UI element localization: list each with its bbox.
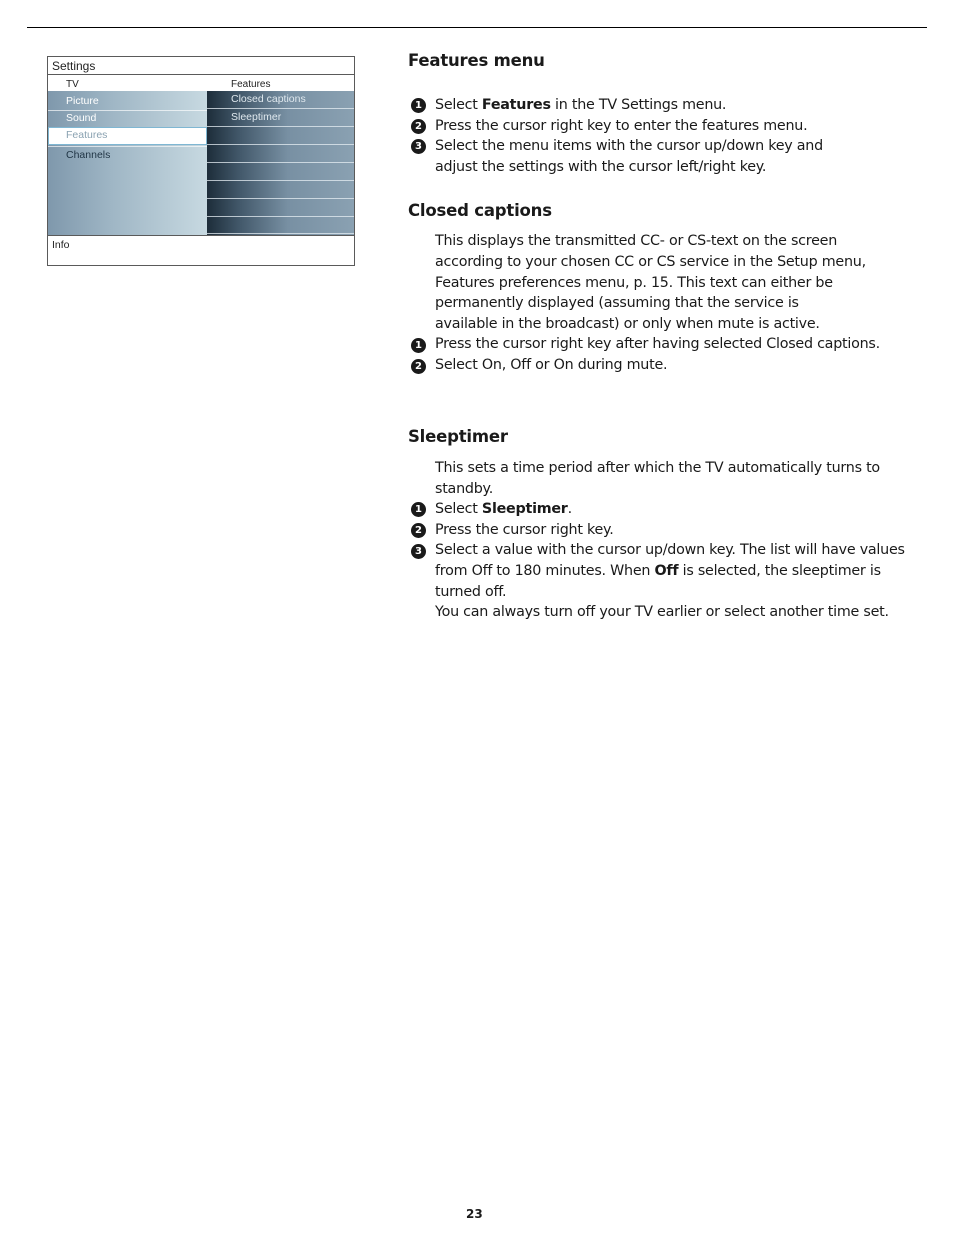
menu-divider bbox=[48, 110, 207, 111]
closed-captions-text-line: Features preferences menu, p. 15. This text can either be bbox=[435, 275, 833, 291]
heading-sleeptimer: Sleeptimer bbox=[408, 427, 508, 446]
step-number-badge: 1 bbox=[411, 338, 426, 353]
step-number-badge: 1 bbox=[411, 98, 426, 113]
closed-captions-text-line: This displays the transmitted CC- or CS-text on the screen bbox=[435, 233, 838, 249]
sleeptimer-step-3-line-3: turned off. bbox=[435, 584, 507, 600]
menu-title: Settings bbox=[52, 59, 96, 73]
heading-closed-captions: Closed captions bbox=[408, 201, 552, 220]
features-step-3-line-2: adjust the settings with the cursor left/right key. bbox=[435, 159, 767, 175]
closed-captions-step-1: Press the cursor right key after having selected Closed captions. bbox=[435, 336, 880, 352]
features-step-2: Press the cursor right key to enter the features menu. bbox=[435, 118, 808, 134]
submenu-divider bbox=[207, 108, 354, 109]
closed-captions-text-line: available in the broadcast) or only when mute is active. bbox=[435, 316, 820, 332]
menu-left-header: TV bbox=[66, 79, 79, 90]
features-step-1: Select Features in the TV Settings menu. bbox=[435, 97, 727, 113]
heading-features-menu: Features menu bbox=[408, 51, 545, 70]
menu-info-label: Info bbox=[52, 239, 70, 251]
submenu-divider bbox=[207, 198, 354, 199]
menu-divider bbox=[48, 146, 207, 147]
submenu-item-closed-captions[interactable]: Closed captions bbox=[231, 93, 306, 105]
step-number-badge: 2 bbox=[411, 119, 426, 134]
menu-item-channels[interactable]: Channels bbox=[66, 149, 111, 161]
submenu-divider bbox=[207, 216, 354, 217]
sleeptimer-step-3-line-2: from Off to 180 minutes. When Off is selected, the sleeptimer is bbox=[435, 563, 881, 579]
submenu-divider bbox=[207, 233, 354, 234]
submenu-item-sleeptimer[interactable]: Sleeptimer bbox=[231, 111, 282, 123]
closed-captions-step-2: Select On, Off or On during mute. bbox=[435, 357, 668, 373]
step-number-badge: 3 bbox=[411, 544, 426, 559]
menu-right-panel bbox=[207, 91, 354, 235]
closed-captions-text-line: according to your chosen CC or CS service in the Setup menu, bbox=[435, 254, 866, 270]
step-number-badge: 1 bbox=[411, 502, 426, 517]
step-number-badge: 3 bbox=[411, 139, 426, 154]
closed-captions-text-line: permanently displayed (assuming that the service is bbox=[435, 295, 799, 311]
features-step-3-line-1: Select the menu items with the cursor up/down key and bbox=[435, 138, 823, 154]
submenu-divider bbox=[207, 180, 354, 181]
menu-info-divider bbox=[48, 235, 354, 236]
sleeptimer-step-3-line-4: You can always turn off your TV earlier or select another time set. bbox=[435, 604, 889, 620]
menu-item-features-label: Features bbox=[66, 129, 108, 141]
sleeptimer-text-line: This sets a time period after which the TV automatically turns to bbox=[435, 460, 880, 476]
page-number: 23 bbox=[466, 1207, 483, 1221]
sleeptimer-step-3-line-1: Select a value with the cursor up/down key. The list will have values bbox=[435, 542, 905, 558]
top-rule bbox=[27, 27, 927, 28]
menu-item-sound[interactable]: Sound bbox=[66, 112, 97, 124]
step-number-badge: 2 bbox=[411, 359, 426, 374]
sleeptimer-step-2: Press the cursor right key. bbox=[435, 522, 614, 538]
submenu-divider bbox=[207, 126, 354, 127]
menu-item-picture[interactable]: Picture bbox=[66, 95, 99, 107]
step-number-badge: 2 bbox=[411, 523, 426, 538]
menu-title-divider bbox=[48, 74, 354, 75]
sleeptimer-text-line: standby. bbox=[435, 481, 493, 497]
sleeptimer-step-1: Select Sleeptimer. bbox=[435, 501, 572, 517]
tv-settings-menu bbox=[47, 56, 355, 266]
submenu-divider bbox=[207, 162, 354, 163]
menu-item-features-selected[interactable] bbox=[49, 128, 206, 144]
submenu-divider bbox=[207, 144, 354, 145]
menu-left-panel bbox=[48, 91, 207, 235]
menu-right-header: Features bbox=[231, 79, 271, 90]
